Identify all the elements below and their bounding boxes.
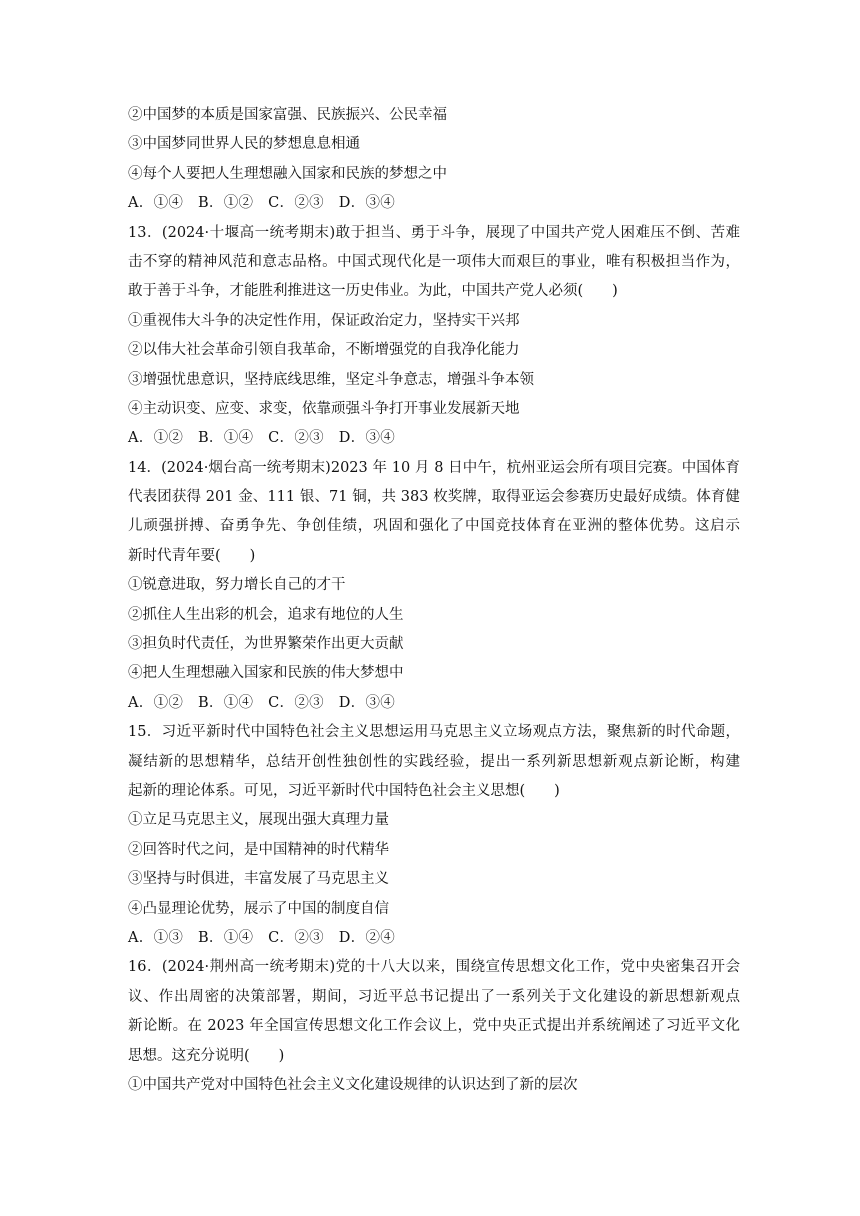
option-line: ④每个人要把人生理想融入国家和民族的梦想之中: [128, 165, 447, 182]
answer-choices: A．①④ B．①② C．②③ D．③④: [128, 195, 396, 212]
question-15-stem: 15．习近平新时代中国特色社会主义思想运用马克思主义立场观点方法，聚焦新的时代命题，: [128, 724, 740, 741]
option-line: ④主动识变、应变、求变，依靠顽强斗争打开事业发展新天地: [128, 400, 520, 417]
question-14-stem: 14．(2024·烟台高一统考期末)2023 年 10 月 8 日中午，杭州亚运会所有项目完赛。中国体育: [128, 459, 740, 476]
option-line: ①重视伟大斗争的决定性作用，保证政治定力，坚持实干兴邦: [128, 312, 520, 329]
question-13-stem: 敢于善于斗争，才能胜利推进这一历史伟业。为此，中国共产党人必须( ): [128, 283, 618, 300]
option-line: ③担负时代责任，为世界繁荣作出更大贡献: [128, 636, 404, 653]
question-16-stem: 16．(2024·荆州高一统考期末)党的十八大以来，围绕宣传思想文化工作，党中央密集召开会: [128, 959, 740, 976]
question-16-stem: 新论断。在 2023 年全国宣传思想文化工作会议上，党中央正式提出并系统阐述了习近平文化: [128, 1018, 740, 1035]
answer-choices: A．①② B．①④ C．②③ D．③④: [128, 694, 396, 711]
option-line: ③中国梦同世界人民的梦想息息相通: [128, 136, 360, 153]
answer-choices: A．①② B．①④ C．②③ D．③④: [128, 430, 396, 447]
question-13-stem: 13．(2024·十堰高一统考期末)敢于担当、勇于斗争，展现了中国共产党人困难压不倒、苦难: [128, 224, 740, 241]
question-16-stem: 议、作出周密的决策部署，期间，习近平总书记提出了一系列关于文化建设的新思想新观点: [128, 988, 740, 1005]
option-line: ②抓住人生出彩的机会，追求有地位的人生: [128, 606, 404, 623]
option-line: ①中国共产党对中国特色社会主义文化建设规律的认识达到了新的层次: [128, 1076, 578, 1093]
option-line: ①立足马克思主义，展现出强大真理力量: [128, 812, 389, 829]
question-14-stem: 儿顽强拼搏、奋勇争先、争创佳绩，巩固和强化了中国竞技体育在亚洲的整体优势。这启示: [128, 518, 740, 535]
option-line: ④把人生理想融入国家和民族的伟大梦想中: [128, 665, 404, 682]
question-13-stem: 击不穿的精神风范和意志品格。中国式现代化是一项伟大而艰巨的事业，唯有积极担当作为，: [128, 253, 740, 270]
question-16-stem: 思想。这充分说明( ): [128, 1047, 285, 1064]
answer-choices: A．①③ B．①④ C．②③ D．②④: [128, 929, 396, 946]
question-15-stem: 起新的理论体系。可见，习近平新时代中国特色社会主义思想( ): [128, 782, 560, 799]
option-line: ③坚持与时俱进，丰富发展了马克思主义: [128, 871, 389, 888]
question-15-stem: 凝结新的思想精华，总结开创性独创性的实践经验，提出一系列新思想新观点新论断，构建: [128, 753, 740, 770]
option-line: ②回答时代之问，是中国精神的时代精华: [128, 841, 389, 858]
option-line: ②中国梦的本质是国家富强、民族振兴、公民幸福: [128, 107, 447, 123]
question-14-stem: 新时代青年要( ): [128, 547, 256, 564]
question-14-stem: 代表团获得 201 金、111 银、71 铜，共 383 枚奖牌，取得亚运会参赛历史最好成绩。体育健: [128, 489, 740, 506]
option-line: ②以伟大社会革命引领自我革命，不断增强党的自我净化能力: [128, 342, 520, 359]
option-line: ③增强忧患意识，坚持底线思维，坚定斗争意志，增强斗争本领: [128, 371, 534, 388]
option-line: ①锐意进取，努力增长自己的才干: [128, 577, 346, 594]
question-text-block: [128, 101, 740, 1100]
option-line: ④凸显理论优势，展示了中国的制度自信: [128, 900, 389, 917]
